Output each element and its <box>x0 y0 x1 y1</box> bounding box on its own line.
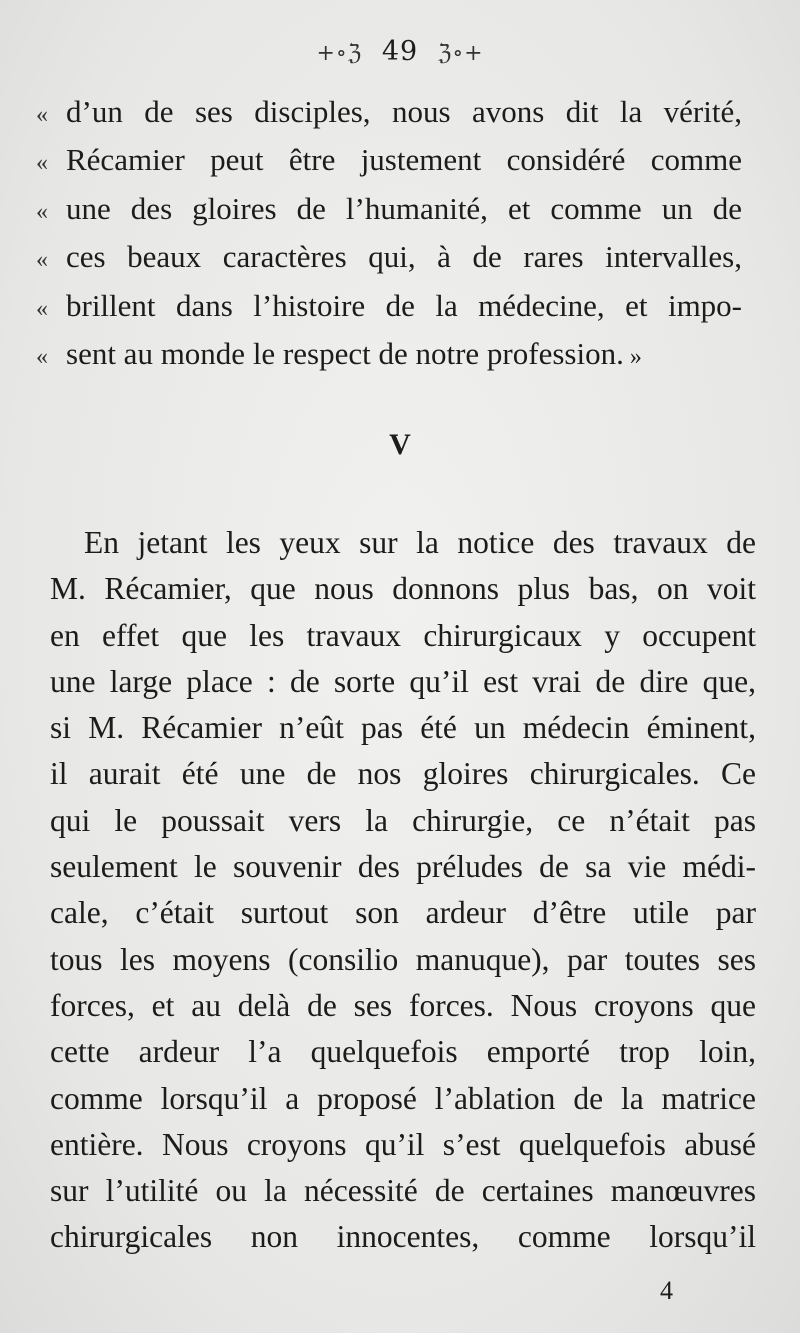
quote-line-last-text: sent au monde le respect de notre profession. <box>66 335 624 371</box>
body-line: tous les moyens (consilio manuque), par toutes ses <box>50 941 756 977</box>
quote-mark: « <box>36 343 48 370</box>
body-line: En jetant les yeux sur la notice des travaux de <box>84 525 756 560</box>
quote-line <box>36 233 742 281</box>
body-line: il aurait été une de nos gloires chirurgicales. Ce <box>50 756 756 792</box>
right-ornament: ℨ∘+ <box>437 41 484 66</box>
body-line: comme lorsqu’il a proposé l’ablation de la matrice <box>50 1080 756 1116</box>
quote-line-text <box>66 330 742 378</box>
signature-mark: 4 <box>660 1276 673 1305</box>
quote-line <box>36 282 742 330</box>
body-line: sur l’utilité ou la nécessité de certaines manœuvres <box>50 1173 756 1209</box>
quote-line <box>36 185 742 233</box>
body-line: en effet que les travaux chirurgicaux y occupent <box>50 617 756 653</box>
quote-mark: « <box>36 150 48 177</box>
page-number: 49 <box>381 36 419 67</box>
quote-line <box>36 88 742 136</box>
body-line: seulement le souvenir des préludes de sa vie médi- <box>50 849 756 885</box>
quote-mark: « <box>36 295 48 322</box>
body-line: forces, et au delà de ses forces. Nous croyons que <box>50 987 756 1023</box>
body-line: qui le poussait vers la chirurgie, ce n’était pas <box>50 802 756 838</box>
body-line: si M. Récamier n’eût pas été un médecin éminent, <box>50 710 756 746</box>
body-line: M. Récamier, que nous donnons plus bas, on voit <box>50 571 756 607</box>
quote-line <box>36 330 742 378</box>
body-paragraph <box>50 520 756 1261</box>
body-line: cette ardeur l’a quelquefois emporté trop loin, <box>50 1034 756 1070</box>
body-line: chirurgicales non innocentes, comme lorsqu’il <box>50 1219 756 1255</box>
quotation-block <box>36 88 742 378</box>
page-header <box>0 36 800 67</box>
body-line: cale, c’était surtout son ardeur d’être utile par <box>50 895 756 931</box>
quote-line-text: d’un de ses disciples, nous avons dit la vérité, <box>66 94 742 129</box>
body-line: entière. Nous croyons qu’il s’est quelquefois abusé <box>50 1126 756 1162</box>
quote-line-text: brillent dans l’histoire de la médecine, et impo- <box>66 287 742 323</box>
closing-quote-mark: » <box>629 343 642 370</box>
section-heading: V <box>389 428 411 461</box>
left-ornament: +∘ℨ <box>316 41 363 66</box>
quote-line-text: Récamier peut être justement considéré comme <box>66 142 742 178</box>
quote-line-text: ces beaux caractères qui, à de rares intervalles, <box>66 239 742 275</box>
quote-mark: « <box>36 247 48 274</box>
quote-mark: « <box>36 102 48 128</box>
quote-line-text: une des gloires de l’humanité, et comme un de <box>66 190 742 226</box>
quote-line <box>36 136 742 184</box>
quote-mark: « <box>36 198 48 225</box>
body-line: une large place : de sorte qu’il est vrai de dire que, <box>50 663 756 699</box>
